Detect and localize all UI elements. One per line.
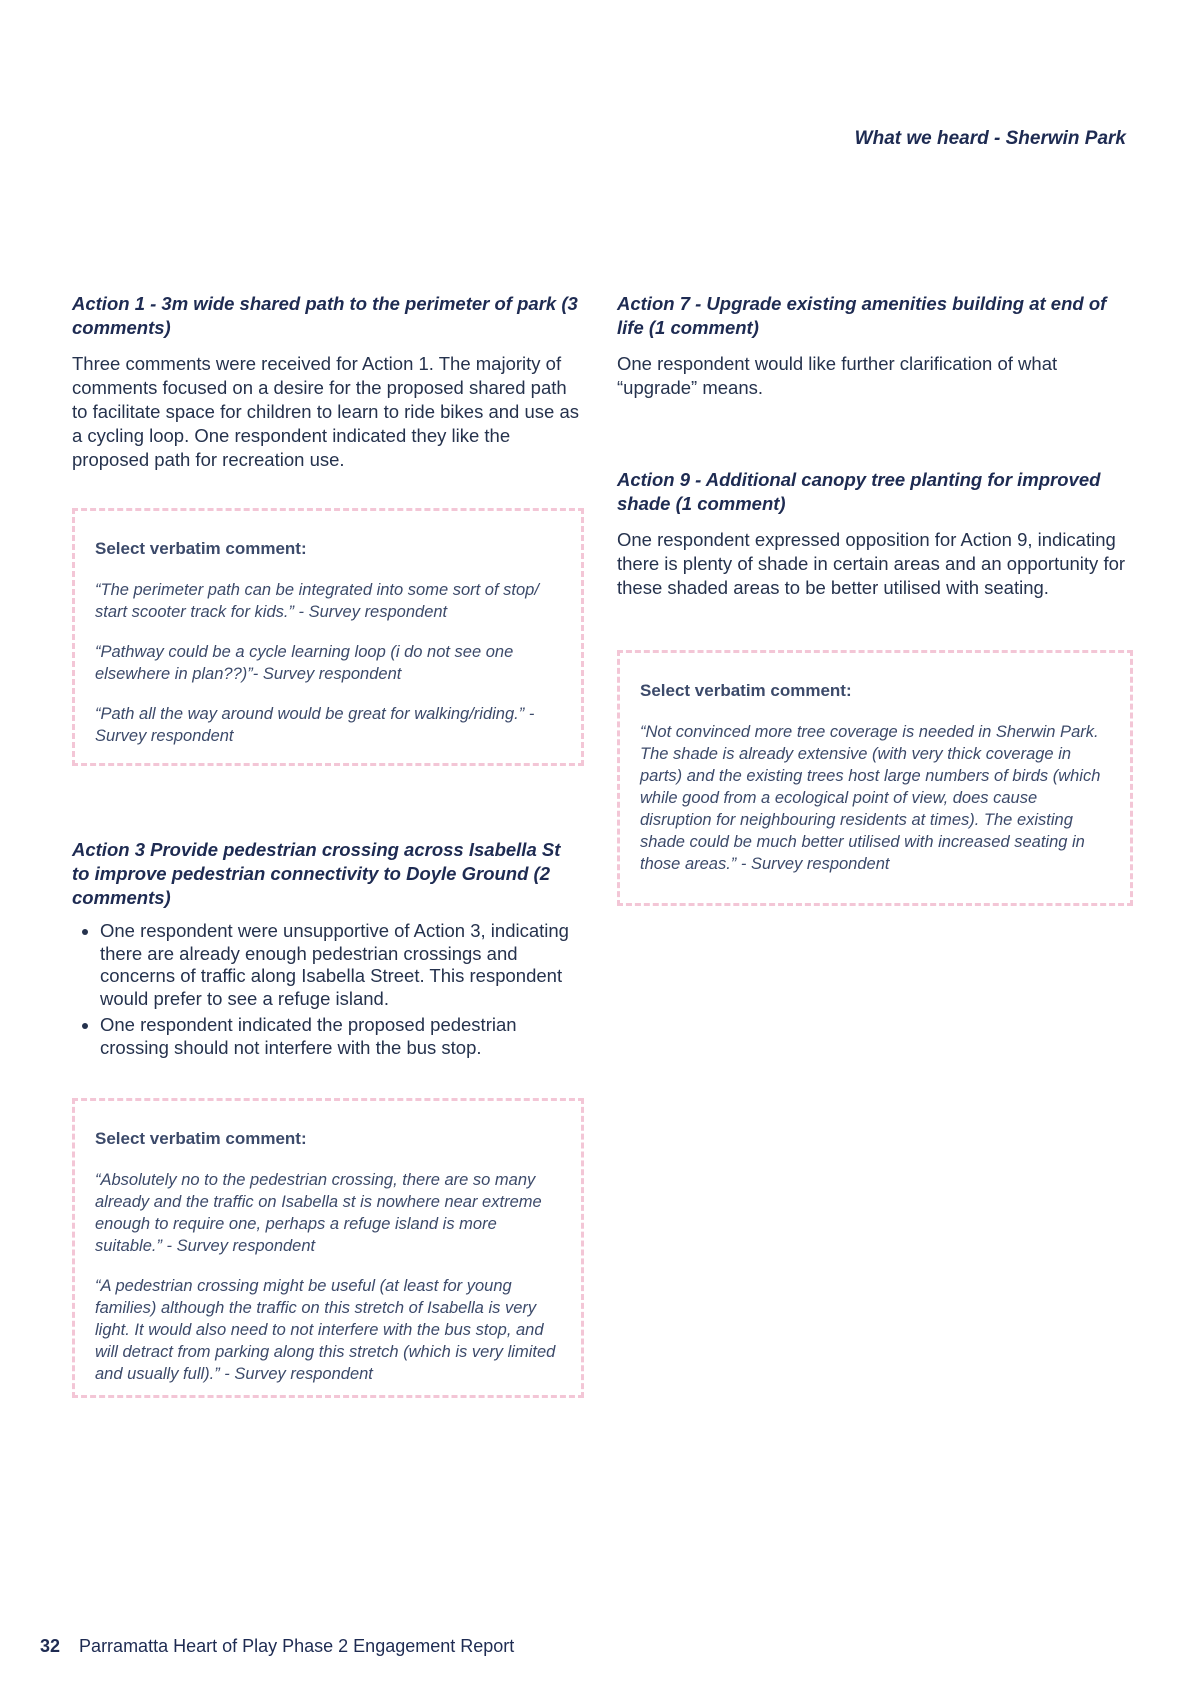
- list-item: • One respondent indicated the proposed pedestrian crossing should not interfere with the bus stop.: [100, 1014, 580, 1059]
- action1-verbatim-box: [72, 508, 584, 766]
- action7-title: Action 7 - Upgrade existing amenities building at end of life (1 comment): [617, 293, 1107, 338]
- verbatim-quote: “The perimeter path can be integrated into some sort of stop/ start scooter track for kids.” - Survey respondent: [95, 581, 539, 621]
- action9-body: One respondent expressed opposition for Action 9, indicating there is plenty of shade in certain areas and an opportunity for these shaded areas to be better utilised with seating.: [617, 529, 1126, 598]
- action3-bullet-list: [72, 920, 580, 1059]
- verbatim-quote: “A pedestrian crossing might be useful (at least for young families) although the traffic on this stretch of Isabella is very light. It would also need to not interfere with the bus stop, and will detract from parking along this stretch (which is very limited and usually full).” - Survey respondent: [95, 1277, 556, 1383]
- action1-body: Three comments were received for Action 1. The majority of comments focused on a desire for the proposed shared path to facilitate space for children to learn to ride bikes and use as a cycling loop. One respondent indicated they like the proposed path for recreation use.: [72, 353, 579, 470]
- action1-title: Action 1 - 3m wide shared path to the perimeter of park (3 comments): [72, 293, 578, 338]
- action7-section: [617, 292, 1129, 400]
- page-number: 32: [40, 1636, 61, 1656]
- action3-section: [72, 838, 580, 1063]
- verbatim-heading: Select verbatim comment:: [95, 1129, 307, 1148]
- page-header-title: What we heard - Sherwin Park: [854, 128, 1126, 149]
- verbatim-heading: Select verbatim comment:: [640, 681, 852, 700]
- action3-verbatim-box: [72, 1098, 584, 1398]
- page-footer: [40, 1636, 514, 1657]
- verbatim-quote: “Absolutely no to the pedestrian crossing, there are so many already and the traffic on Isabella st is nowhere near extreme enough to require one, perhaps a refuge island is more suitable.” - Survey respondent: [95, 1171, 542, 1255]
- action9-title: Action 9 - Additional canopy tree planting for improved shade (1 comment): [617, 469, 1101, 514]
- action7-body: One respondent would like further clarification of what “upgrade” means.: [617, 353, 1058, 398]
- verbatim-quote: “Pathway could be a cycle learning loop (i do not see one elsewhere in plan??)”- Survey respondent: [95, 643, 514, 683]
- action9-verbatim-box: [617, 650, 1133, 906]
- verbatim-quote: “Path all the way around would be great for walking/riding.” - Survey respondent: [95, 705, 535, 745]
- action9-section: [617, 468, 1129, 600]
- action1-section: [72, 292, 580, 472]
- action3-title: Action 3 Provide pedestrian crossing across Isabella St to improve pedestrian connectivity to Doyle Ground (2 comments): [72, 839, 561, 908]
- verbatim-quote: “Not convinced more tree coverage is needed in Sherwin Park. The shade is already extensive (with very thick coverage in parts) and the existing trees host large numbers of birds (which while good from a ecological point of view, does cause disruption for neighbouring residents at times). The existing shade could be much better utilised with increased seating in those areas.” - Survey respondent: [640, 723, 1101, 873]
- list-item: • One respondent were unsupportive of Action 3, indicating there are already enough pedestrian crossings and concerns of traffic along Isabella Street. This respondent would prefer to see a refuge island.: [100, 920, 580, 1010]
- report-title: Parramatta Heart of Play Phase 2 Engagement Report: [79, 1636, 515, 1656]
- verbatim-heading: Select verbatim comment:: [95, 539, 307, 558]
